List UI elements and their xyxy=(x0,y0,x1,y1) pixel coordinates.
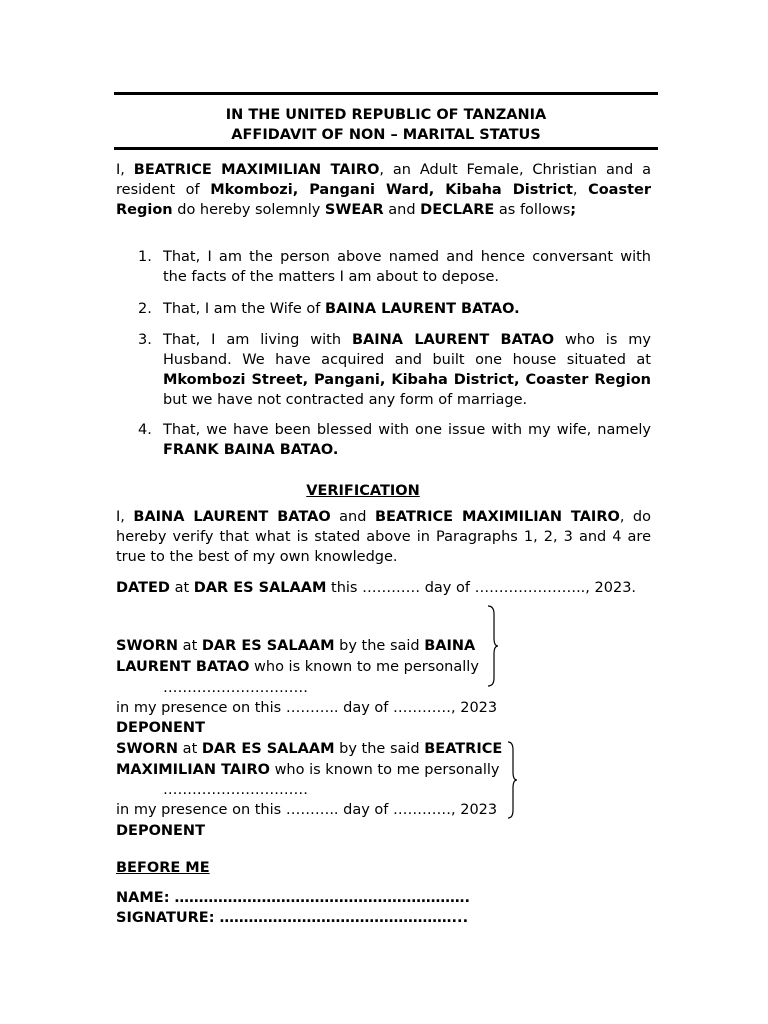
verification-paragraph: I, BAINA LAURENT BATAO and BEATRICE MAXIMILIAN TAIRO, do hereby verify that what is stated above in Paragraphs 1, 2, 3 and 4 are true to the best of my own knowledge. xyxy=(116,509,652,565)
verification-heading: VERIFICATION xyxy=(306,483,420,499)
residence: Mkombozi, Pangani Ward, Kibaha District xyxy=(210,182,573,198)
top-rule xyxy=(114,92,658,95)
dated-line: DATED at DAR ES SALAAM this ………… day of ………………….., 2023. xyxy=(116,580,637,596)
presence-line: in my presence on this ……….. day of …………, 2023 xyxy=(116,700,498,716)
sworn-line-1: SWORN at DAR ES SALAAM by the said BEATRICE xyxy=(116,741,503,757)
commissioner-name-line: NAME: ……………………………………………………. xyxy=(116,890,471,906)
header-line-2: AFFIDAVIT OF NON – MARITAL STATUS xyxy=(231,127,541,143)
deponent-label: DEPONENT xyxy=(116,720,205,736)
before-me-heading: BEFORE ME xyxy=(116,860,210,876)
right-brace-icon xyxy=(504,740,520,820)
sworn-line-2: MAXIMILIAN TAIRO who is known to me personally xyxy=(116,762,500,778)
commissioner-signature-line: SIGNATURE: …………………………………………... xyxy=(116,910,469,926)
deponent-name: BEATRICE MAXIMILIAN TAIRO xyxy=(133,162,380,178)
region: Coaster Region xyxy=(116,182,652,218)
intro-paragraph: I, BEATRICE MAXIMILIAN TAIRO, an Adult Female, Christian and a resident of Mkombozi, Pangani Ward, Kibaha District, Coaster Region do hereby solemnly SWEAR and DECLARE as follows; xyxy=(116,162,652,218)
presence-line: in my presence on this ……….. day of …………, 2023 xyxy=(116,802,498,818)
signature-dots: ………………………… xyxy=(163,680,308,696)
affidavit-page: IN THE UNITED REPUBLIC OF TANZANIA AFFIDAVIT OF NON – MARITAL STATUS I, BEATRICE MAXIMILIAN TAIRO, an Adult Female, Christian and a resident of Mkombozi, Pangani Ward, Kibaha District, Coaster Region do hereby solemnly SWEAR and DECLARE as follows; 1. That, I am the person above named and hence conversant with the facts of the matters I am about to depose. 2. That, I am the Wife of BAINA LAURENT BATAO. 3. That, I am living with BAINA LAURENT BATAO who is my Husband. We have acquired and built one house situated at Mkombozi Street, Pangani, Kibaha District, Coaster Region but we have not contracted any form of marriage. 4. That, we have been blessed with one issue with my wife, namely FRANK BAINA BATAO. VERIFICATION I, BAINA LAURENT BATAO and BEATRICE MAXIMILIAN TAIRO, do hereby verify that what is stated above in Paragraphs 1, 2, 3 and 4 are true to the best of my own knowledge. DATED at DAR ES SALAAM this ………… day of ………………….., 2023. SWORN at DAR ES SALAAM by the said BAINA LAURENT BATAO who is known to me personally ………………………… in my presence on this ……….. day of …………, 2023 DEPONENT SWORN at DAR ES SALAAM by the said BEATRICE MAXIMILIAN TAIRO who is known to me personally ………………………… in my presence on this ……….. day of …………, 2023 DEPONENT BEFORE ME NAME: ……………………………………………………. SIGNATURE: …………………………………………... xyxy=(0,0,768,1024)
deponent-label: DEPONENT xyxy=(116,823,205,839)
sworn-line-2: LAURENT BATAO who is known to me personally xyxy=(116,659,479,675)
signature-dots: ………………………… xyxy=(163,782,308,798)
right-brace-icon xyxy=(484,604,500,688)
sworn-line-1: SWORN at DAR ES SALAAM by the said BAINA xyxy=(116,638,476,654)
header-bottom-rule xyxy=(114,147,658,150)
header-line-1: IN THE UNITED REPUBLIC OF TANZANIA xyxy=(225,107,547,123)
